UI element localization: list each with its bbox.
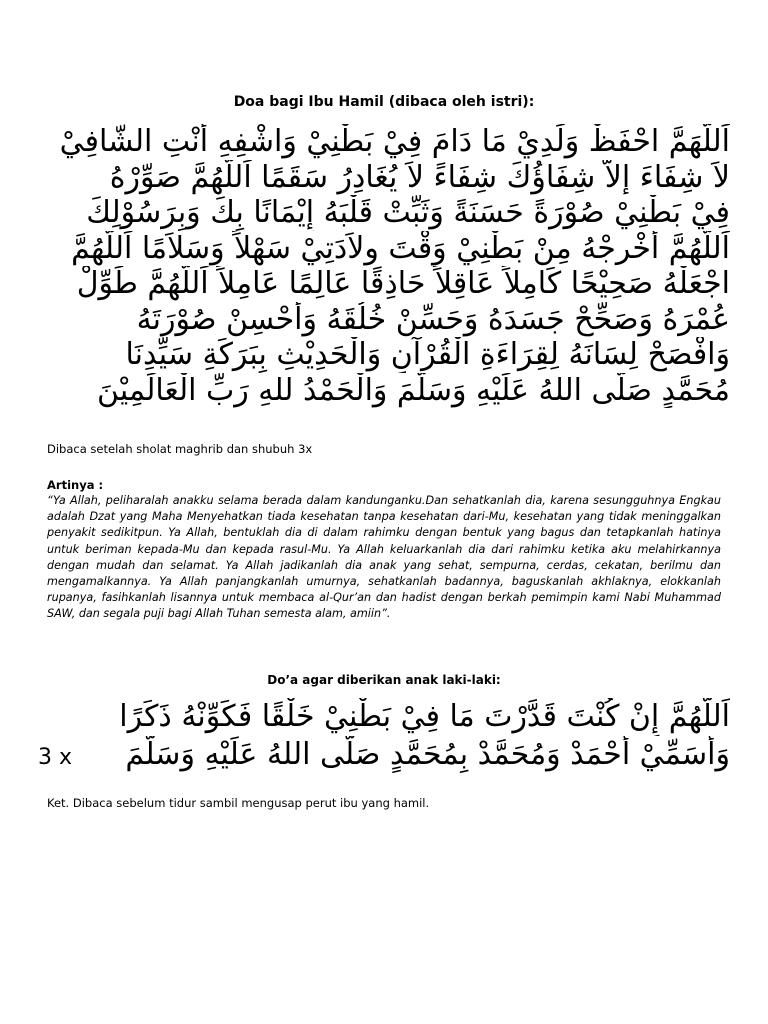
arabic-line: وَافْصَحْ لِسَانَهُ لِقِرَاءَةِ الْقُرْآنِ وَالْحَدِيْثِ بِبَرَكَةِ سَيِّدِنَا [125,337,730,372]
arabic-line: وَأَسَمِّيْ أَحْمَدْ وَمُحَمَّدْ بِمُحَمَّدٍ صَلَّى اللهُ عَلَيْهِ وَسَلَّمَ [125,737,730,772]
arabic-prayer-son [38,698,730,777]
translation-text: “Ya Allah, peliharalah anakku selama berada dalam kandunganku.Dan sehatkanlah dia, karena sesungguhnya Engkau adalah Dzat yang Maha Menyehatkan tiada kesehatan tanpa kesehatan dari-Mu, kesehatan yang tidak meninggalkan penyakit sedikitpun. Ya Allah, bentuklah dia di dalam rahimku dengan bentuk yang bagus dan tetapkanlah hatinya untuk beriman kepada-Mu dan kepada rasul-Mu. Ya Allah keluarkanlah dia dari rahimku ketika aku melahirkannya dengan mudah dan selamat. Ya Allah jadikanlah dia anak yang sehat, sempurna, cerdas, cekatan, berilmu dan mengamalkannya. Ya Allah panjangkanlah umurnya, sehatkanlah badannya, baguskanlah akhlaknya, elokkanlah rupanya, fasihkanlah lisannya untuk membaca al-Qur’an dan hadist dengan berkah pemimpin kami Nabi Muhammad SAW, dan segala puji bagi Allah Tuhan semesta alam, amiin”. [47,494,721,621]
arabic-line: عُمْرَهُ وَصَحِّحْ جَسَدَهُ وَحَسِّنْ خُلُقَهُ وَأَحْسِنْ صُوْرَتَهُ [136,301,730,337]
reading-instruction: Dibaca setelah sholat maghrib dan shubuh 3x [47,442,313,456]
arabic-line: اَللَّهُمَّ أَخْرِجْهُ مِنْ بَطْنِيْ وَقْتَ وِلاَدَتِيْ سَهْلاً وَسَلاَمًا اَللَّهُمَّ [71,230,730,266]
reading-note: Ket. Dibaca sebelum tidur sambil mengusap perut ibu yang hamil. [47,796,430,810]
repeat-count: 3 x [38,745,73,770]
arabic-line: اجْعَلْهُ صَحِيْحًا كَامِلاً عَاقِلاً حَاذِقًا عَالِمًا عَامِلاً اَللَّهُمَّ طَوِّلْ [76,266,730,301]
arabic-line: اَللَّهَمَّ احْفَظْ وَلَدِيْ مَا دَامَ فِيْ بَطْنِيْ وَاشْفِهِ أَنْتِ الشَّافِيْ [59,124,730,159]
translation-label: Artinya : [47,478,104,492]
arabic-line: مُحَمَّدٍ صَلَّى اللهُ عَلَيْهِ وَسَلَّمَ وَالْحَمْدُ للهِ رَبِّ الْعَالَمِيْنَ [97,372,730,408]
arabic-line: اَللَّهُمَّ إِنْ كُنْتَ قَدَّرْتَ مَا فِيْ بَطْنِيْ خَلْقًا فَكَوِّنْهُ ذَكَرًا [119,699,730,734]
arabic-line: فِيْ بَطْنِيْ صُوْرَةً حَسَنَةً وَثَبِّتْ قَلْبَهُ إِيْمَانًا بِكَ وَبِرَسُوْلِكَ [86,195,730,230]
document-title: Doa bagi Ibu Hamil (dibaca oleh istri): [233,94,535,110]
arabic-prayer-pregnancy [38,124,730,408]
arabic-line-with-repeat [38,736,730,777]
arabic-line: لاَ شِفَاءَ إِلاَّ شِفَاؤُكَ شِفَاءً لاَ يُغَادِرُ سَقَمًا اَللَّهُمَّ صَوِّرْهُ [109,159,730,195]
section-subtitle: Do’a agar diberikan anak laki-laki: [267,673,501,687]
